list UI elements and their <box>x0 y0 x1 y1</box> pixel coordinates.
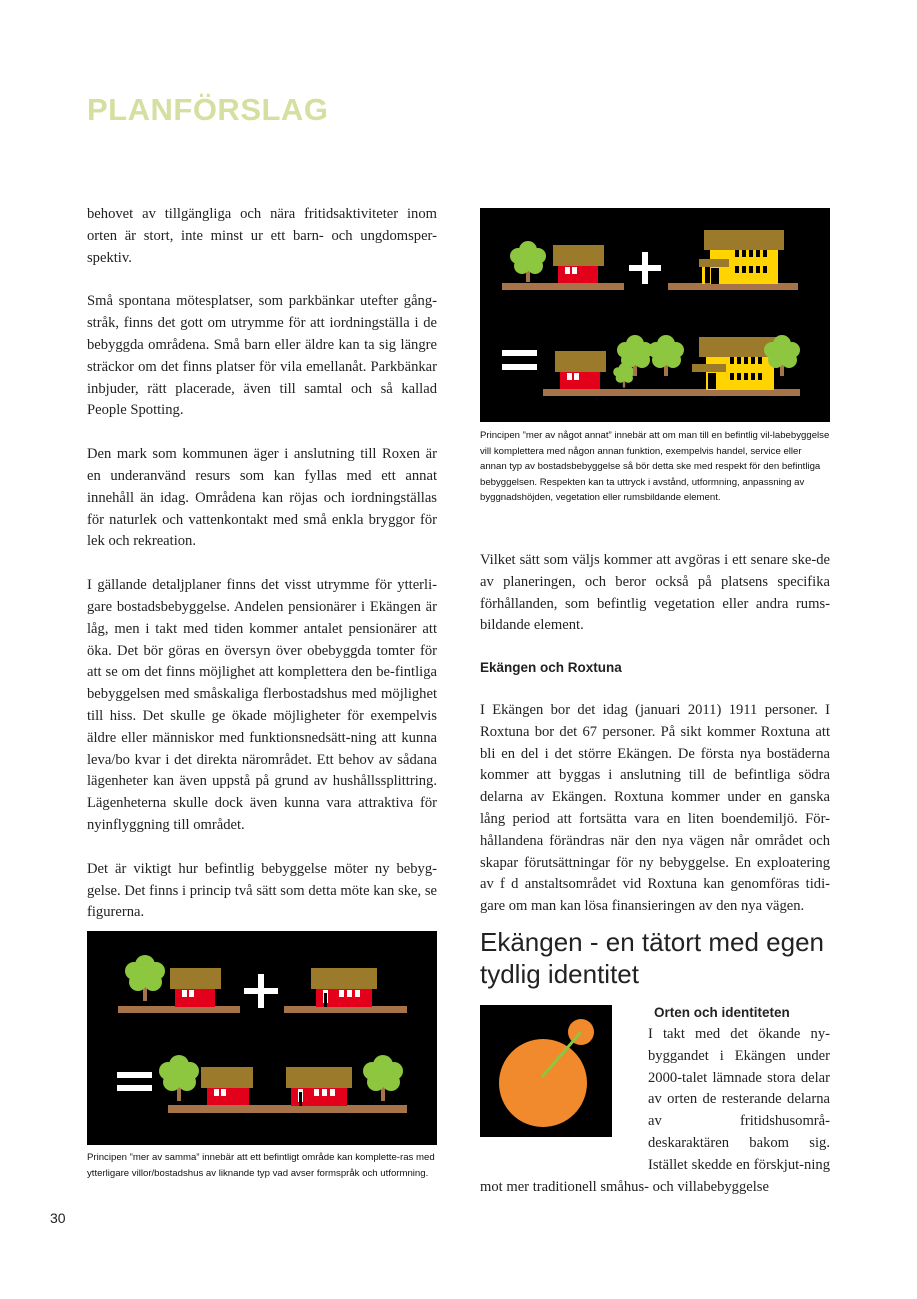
left-column <box>87 204 437 946</box>
section-subheading: Ekängen och Roxtuna <box>480 660 622 675</box>
page-number: 30 <box>50 1210 66 1226</box>
identity-text-wrap <box>480 1024 830 1198</box>
paragraph: Små spontana mötesplatser, som parkbänkar utefter gång-stråk, finns det gott om utrymme för att iordningställa i de bebyggda områdena. Små barn eller äldre kan ta sig längre sträckor om det finns platser för vila emellanåt. Parkbänkar inbjuder, rätt placerade, även till samtal och så kallad People Spotting. <box>87 293 437 419</box>
right-column <box>480 550 830 659</box>
paragraph: I takt med det ökande ny-byggandet i Ekängen under 2000-talet lämnade stora delar av orten de resterande delarna av fritidshusområ-deskaraktären bakom sig. Istället skedde en förskjut-ning mot mer traditionell småhus- och villabebyggelse <box>480 1026 830 1195</box>
paragraph: Det är viktigt hur befintlig bebyggelse möter ny bebyg-gelse. Det finns i princip två sätt som detta möte kan ske, se figurerna. <box>87 860 437 921</box>
paragraph: I gällande detaljplaner finns det visst utrymme för ytterli-gare bostadsbebyggelse. Andelen pensionärer i Ekängen är låg, men i takt med tiden kommer antalet pensionärer att öka. Det bör göras en översyn över obebyggda tomter för att se om det finns möjlighet att komplettera den be-fintliga bebyggelsen med småskaliga flerbostadshus med möjlighet till hiss. Det skulle ge ökade möjligheter för exempelvis äldre eller människor med funktionsnedsätt-ning att kunna leva/bo kvar i det direkta närområdet. Ett behov av sådana lägenheter kan även uppstå på grund av hushållssplittring. Lägenheterna skulle dock även kunna vara attraktiva för nyinflyggning till området. <box>87 577 437 833</box>
paragraph: Den mark som kommunen äger i anslutning till Roxen är en underanvänd resurs som kan fyllas med ett annat innehåll än idag. Områdena kan röjas och iordningställas för naturlek och vattenkontakt med små enkla bryggor för lek och rekreation. <box>87 446 437 550</box>
equals-icon <box>502 350 537 356</box>
equals-icon <box>117 1072 152 1078</box>
figure-caption: Principen ”mer av samma” innebär att ett befintligt område kan komplette-ras med ytterligare villor/bostadshus av liknande typ vad avser formspråk och utformning. <box>87 1152 435 1179</box>
paragraph: I Ekängen bor det idag (januari 2011) 1911 personer. I Roxtuna bor det 67 personer. På sikt kommer Roxtuna att bli en del i det större Ekängen. De första nya bostäderna kommer att byggas i anslutning till de befintliga södra delarna av Ekängen. Roxtuna kommer under en ganska lång period att fortsätta vara en liten boendemiljö. För-hållandena förändras när den nya vägen når området och skapar förutsättningar för ny bebyggelse. En exploatering av f d anstaltsområdet vid Roxtuna kan genomföras tidi-gare om man kan lösa finansieringen av den nya vägen. <box>480 702 830 915</box>
ground-line <box>502 283 624 290</box>
section-subheading: Orten och identiteten <box>654 1005 790 1020</box>
section-heading: Ekängen - en tätort med egen tydlig identitet <box>480 927 825 989</box>
page-heading: PLANFÖRSLAG <box>87 92 329 127</box>
paragraph: Vilket sätt som väljs kommer att avgöras i ett senare ske-de av planeringen, och beror också på platsens specifika förhållanden, som befintlig vegetation eller andra rums-bildande element. <box>480 552 830 634</box>
figure-caption: Principen ”mer av något annat” innebär att om man till en befintlig vil-labebyggelse vill komplettera med någon annan funktion, exempelvis handel, service eller annan typ av bostadsbebyggelse så bör detta ske med respekt för den befintliga bebyggelsen. Respekten kan ta uttryck i avstånd, utformning, anpassning av byggnadshöjden, vegetation eller rumsbildande element. <box>480 430 830 504</box>
tree-icon <box>125 955 165 1001</box>
figure-more-of-the-same <box>87 931 437 1145</box>
red-house-icon <box>175 987 215 1007</box>
paragraph: behovet av tillgängliga och nära fritidsaktiviteter inom orten är stort, inte minst ur ett barn- och ungdomsper-spektiv. <box>87 206 437 266</box>
ekangen-roxtuna-section <box>480 657 830 940</box>
figure-more-of-something-else <box>480 208 830 422</box>
tree-icon <box>510 241 546 282</box>
